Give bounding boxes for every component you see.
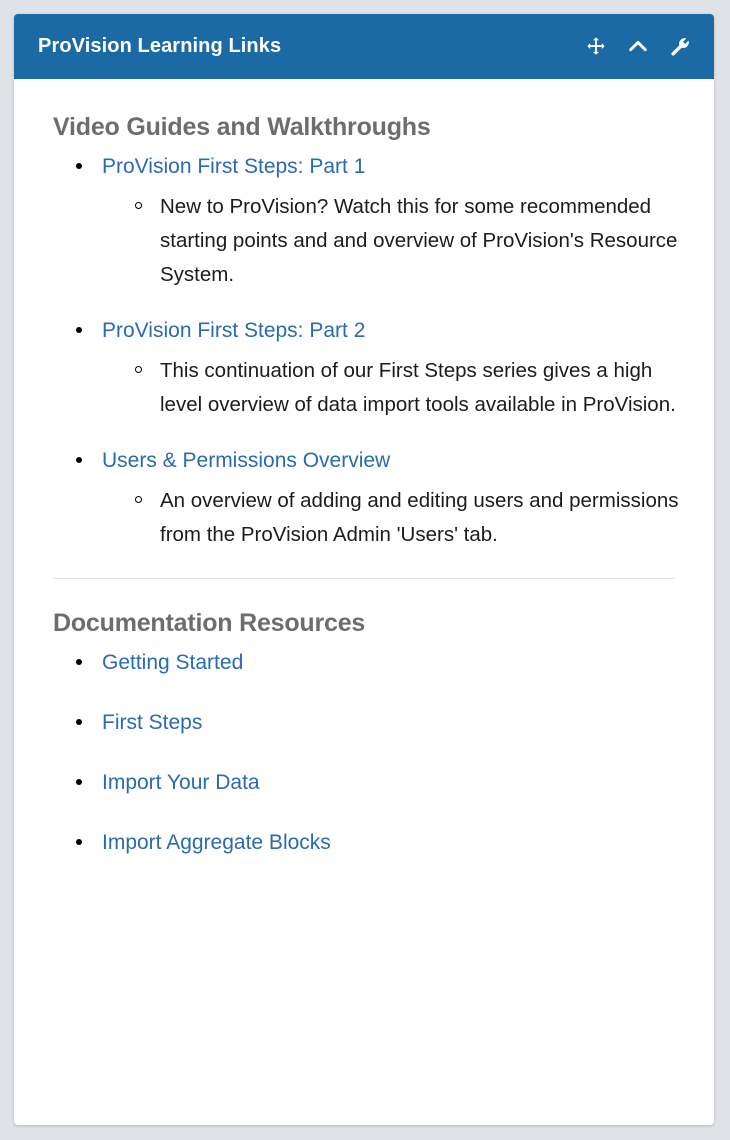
list-item	[102, 150, 688, 292]
video-description-1: New to ProVision? Watch this for some recommended starting points and and overview of ProVision's Resource System.	[160, 190, 688, 292]
panel-title: ProVision Learning Links	[38, 35, 282, 57]
videos-heading: Video Guides and Walkthroughs	[53, 113, 431, 141]
list-item	[102, 706, 688, 740]
video-link-2[interactable]: ProVision First Steps: Part 2	[102, 319, 366, 342]
panel-header	[14, 14, 714, 79]
documentation-list	[40, 646, 688, 860]
list-item	[102, 826, 688, 860]
video-link-3[interactable]: Users & Permissions Overview	[102, 449, 391, 472]
doc-link-getting-started[interactable]: Getting Started	[102, 651, 244, 674]
section-divider	[53, 578, 675, 579]
documentation-heading: Documentation Resources	[53, 609, 366, 637]
panel-body	[14, 79, 714, 1125]
list-item	[102, 314, 688, 422]
settings-wrench-icon[interactable]	[668, 35, 692, 59]
list-item	[102, 766, 688, 800]
move-icon[interactable]	[584, 35, 608, 59]
video-description-list-2	[102, 354, 688, 422]
doc-link-import-aggregate-blocks[interactable]: Import Aggregate Blocks	[102, 831, 331, 854]
video-description-list-1	[102, 190, 688, 292]
video-description-list-3	[102, 484, 688, 552]
video-link-1[interactable]: ProVision First Steps: Part 1	[102, 155, 366, 178]
video-description-3: An overview of adding and editing users and permissions from the ProVision Admin 'Users' tab.	[160, 484, 688, 552]
collapse-chevron-up-icon[interactable]	[626, 35, 650, 59]
video-description-2: This continuation of our First Steps series gives a high level overview of data import tools available in ProVision.	[160, 354, 688, 422]
doc-link-import-your-data[interactable]: Import Your Data	[102, 771, 260, 794]
list-item	[102, 444, 688, 552]
doc-link-first-steps[interactable]: First Steps	[102, 711, 203, 734]
video-list	[40, 150, 688, 552]
panel-header-actions	[584, 35, 692, 59]
list-item	[102, 646, 688, 680]
learning-links-panel	[14, 14, 714, 1125]
